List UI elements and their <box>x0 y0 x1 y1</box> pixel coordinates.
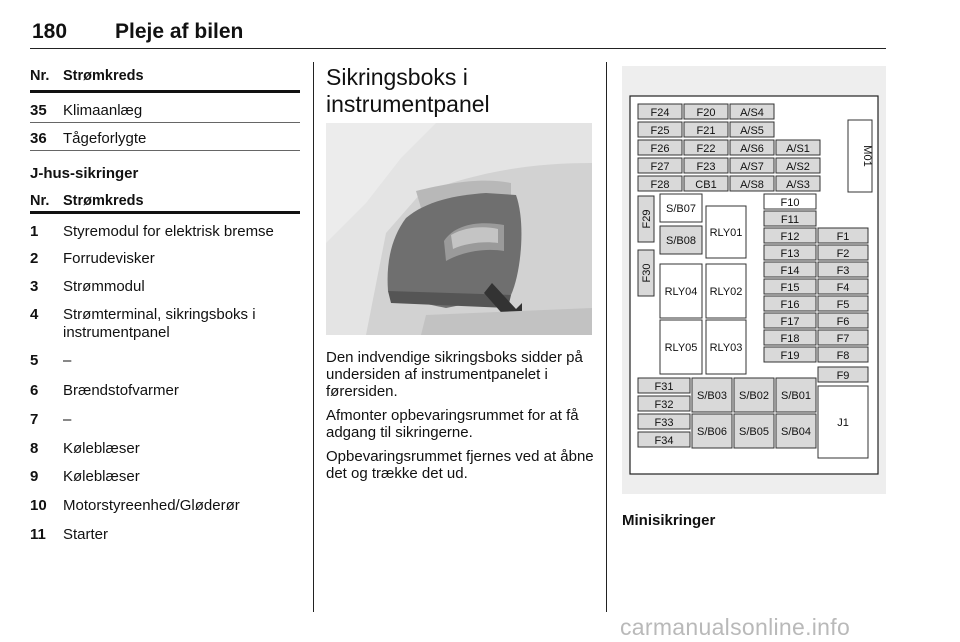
fuse-label: F26 <box>650 143 670 155</box>
row-divider <box>30 150 300 151</box>
jhus-header-circuit: Strømkreds <box>63 193 144 209</box>
row-text: Starter <box>63 526 109 543</box>
fuse-label: A/S3 <box>786 179 810 191</box>
fuse-label: F34 <box>654 435 674 447</box>
fuse-label: F24 <box>650 107 670 119</box>
jhus-heading: J-hus-sikringer <box>30 165 139 182</box>
fuse-label: F11 <box>780 214 800 226</box>
fuse-label: F28 <box>650 179 670 191</box>
fuse-label: A/S5 <box>740 125 764 137</box>
row-text: – <box>63 352 72 369</box>
row-number: 1 <box>30 223 39 240</box>
fuse-label: F25 <box>650 125 670 137</box>
fuse-label: F29 <box>641 209 653 229</box>
fuse-label: F1 <box>836 231 850 243</box>
fuse-label: F27 <box>650 161 670 173</box>
fuse-label: S/B04 <box>781 426 811 438</box>
section-paragraph-1: Den indvendige sikringsboks sidder på undersiden af instrumentpanelet i førersiden. <box>326 349 583 400</box>
table1-header-circuit: Strømkreds <box>63 68 144 84</box>
row-divider <box>30 122 300 123</box>
fuse-label: F12 <box>780 231 800 243</box>
section-title-line2: instrumentpanel <box>326 91 490 117</box>
row-number: 6 <box>30 382 39 399</box>
row-number: 5 <box>30 352 39 369</box>
fuse-label: S/B07 <box>666 203 696 215</box>
row-number: 8 <box>30 440 39 457</box>
fuse-label: S/B01 <box>781 390 811 402</box>
jhus-header-nr: Nr. <box>30 193 50 209</box>
fuse-label: A/S7 <box>740 161 764 173</box>
row-text: – <box>63 411 72 428</box>
row-text: Tågeforlygte <box>63 130 147 147</box>
fusebox-diagram <box>622 66 886 494</box>
fuse-label: F2 <box>836 248 850 260</box>
row-number: 2 <box>30 250 39 267</box>
jhus-header-rule <box>30 211 300 214</box>
fuse-label: F31 <box>654 381 674 393</box>
section-title-line1: Sikringsboks i <box>326 64 468 90</box>
row-text: Styremodul for elektrisk bremse <box>63 223 274 240</box>
watermark: carmanualsonline.info <box>620 614 851 640</box>
column-divider-2 <box>606 62 607 612</box>
fuse-label: F8 <box>836 350 850 362</box>
relay-label: RLY03 <box>709 342 743 354</box>
row-number: 35 <box>30 102 47 119</box>
fuse-label: F20 <box>696 107 716 119</box>
fuse-label: F33 <box>654 417 674 429</box>
section-paragraph-3: Opbevaringsrummet fjernes ved at åbne det og trække det ud. <box>326 448 594 482</box>
fuse-label: F14 <box>780 265 800 277</box>
fuse-label: F21 <box>696 125 716 137</box>
fuse-label: F13 <box>780 248 800 260</box>
fuse-label: J1 <box>837 417 849 429</box>
row-text: Strømmodul <box>63 278 145 295</box>
relay-label: RLY04 <box>664 286 698 298</box>
row-number: 11 <box>30 526 46 543</box>
fuse-label: A/S4 <box>740 107 764 119</box>
fuse-label: F10 <box>780 197 800 209</box>
fuse-label: S/B02 <box>739 390 769 402</box>
relay-label: RLY05 <box>664 342 698 354</box>
fuse-label: F19 <box>780 350 800 362</box>
fuse-label: F23 <box>696 161 716 173</box>
column-divider-1 <box>313 62 314 612</box>
fuse-label: F6 <box>836 316 850 328</box>
page-number: 180 <box>32 20 68 43</box>
fuse-label: A/S2 <box>786 161 810 173</box>
page-title: Pleje af bilen <box>115 20 244 43</box>
minisikringer-heading: Minisikringer <box>622 512 716 529</box>
fuse-label: F7 <box>836 333 850 345</box>
fuse-label: S/B03 <box>697 390 727 402</box>
row-text: Forrudevisker <box>63 250 155 267</box>
fuse-label: S/B05 <box>739 426 769 438</box>
row-number: 9 <box>30 468 39 485</box>
fuse-label: F5 <box>836 299 850 311</box>
row-text: Strømterminal, sikringsboks i instrumentpanel <box>63 306 256 341</box>
fuse-label: F30 <box>641 263 653 283</box>
row-text: Klimaanlæg <box>63 102 143 119</box>
header-rule <box>30 48 886 49</box>
fuse-label: M01 <box>861 145 873 167</box>
fuse-label: F15 <box>780 282 800 294</box>
fuse-label: F22 <box>696 143 716 155</box>
row-number: 10 <box>30 497 47 514</box>
relay-label: RLY01 <box>709 227 743 239</box>
row-number: 3 <box>30 278 39 295</box>
row-text: Motorstyreenhed/Gløderør <box>63 497 240 514</box>
table1-header-rule <box>30 90 300 93</box>
fuse-label: A/S6 <box>740 143 764 155</box>
fuse-label: F18 <box>780 333 800 345</box>
fuse-label: S/B06 <box>697 426 727 438</box>
fuse-label: F3 <box>836 265 850 277</box>
row-number: 4 <box>30 306 39 323</box>
fuse-label: F4 <box>836 282 850 294</box>
fuse-label: F32 <box>654 399 674 411</box>
fuse-label: F16 <box>780 299 800 311</box>
fuse-label: F17 <box>780 316 800 328</box>
fuse-label: S/B08 <box>666 235 696 247</box>
fuse-label: F9 <box>836 370 850 382</box>
section-title <box>326 64 606 118</box>
fuse-label: CB1 <box>695 179 717 191</box>
fuse-label: A/S1 <box>786 143 810 155</box>
row-text: Brændstofvarmer <box>63 382 179 399</box>
fuse-label: A/S8 <box>740 179 764 191</box>
relay-label: RLY02 <box>709 286 743 298</box>
row-number: 7 <box>30 411 39 428</box>
row-text: Køleblæser <box>63 440 140 457</box>
section-paragraph-2: Afmonter opbevaringsrummet for at få adgang til sikringerne. <box>326 407 579 441</box>
row-number: 36 <box>30 130 47 147</box>
row-text: Køleblæser <box>63 468 140 485</box>
glovebox-photo <box>326 123 592 335</box>
table1-header-nr: Nr. <box>30 68 50 84</box>
